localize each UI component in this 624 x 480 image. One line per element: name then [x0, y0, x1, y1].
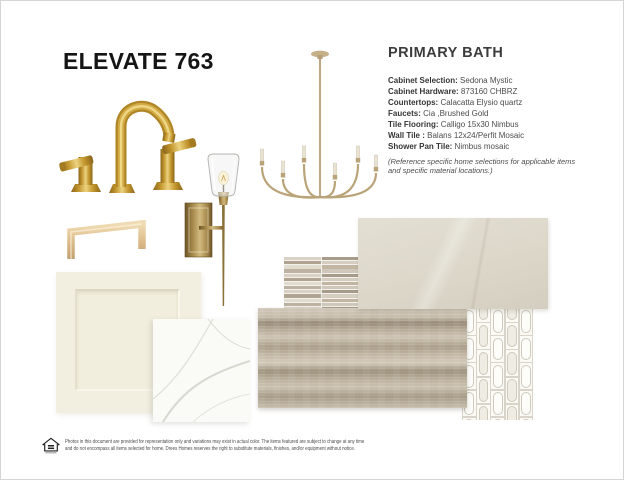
capsule-pill — [521, 338, 531, 361]
capsule-pill — [479, 325, 489, 348]
mosaic-strip — [284, 282, 321, 285]
disclaimer-text — [65, 439, 470, 453]
mosaic-strip — [284, 261, 321, 264]
sconce-photo — [179, 148, 251, 308]
page-title: ELEVATE 763 — [63, 48, 214, 74]
spec-row-tile-flooring: Tile Flooring: Calligo 15x30 Nimbus — [388, 120, 519, 129]
spec-row-cabinet-selection: Cabinet Selection: Sedona Mystic — [388, 76, 513, 85]
capsule-mosaic-cell — [519, 362, 533, 390]
capsule-pill — [521, 310, 531, 333]
room-title: PRIMARY BATH — [388, 45, 504, 61]
spec-row-countertops: Countertops: Calacatta Elysio quartz — [388, 98, 523, 107]
capsule-mosaic-cell — [505, 349, 520, 377]
faucet-left-handle — [59, 155, 101, 192]
capsule-pill — [507, 308, 517, 320]
capsule-mosaic-cell — [476, 349, 491, 377]
capsule-mosaic-cell — [490, 390, 505, 418]
capsule-pill — [479, 352, 489, 375]
capsule-mosaic-cell — [519, 390, 533, 418]
mosaic-strip — [322, 265, 359, 268]
strip-mosaic-column — [322, 257, 359, 311]
capsule-mosaic-cell — [476, 308, 491, 323]
capsule-mosaic-cell — [462, 417, 477, 420]
capsule-mosaic-cell — [476, 404, 491, 420]
capsule-pill — [479, 406, 489, 420]
sconce-arm — [199, 226, 224, 230]
nimbus-capsule-mosaic-sample — [462, 308, 533, 420]
mosaic-strip — [284, 257, 321, 260]
calligo-floor-tile-sample — [258, 308, 467, 408]
capsule-mosaic-cell — [490, 335, 505, 363]
spec-note: (Reference specific home selections for applicable items and specific material locations.) — [388, 157, 576, 175]
mosaic-strip — [322, 274, 359, 277]
capsule-pill — [521, 365, 531, 388]
capsule-mosaic-cell — [476, 377, 491, 405]
capsule-mosaic-cell — [505, 377, 520, 405]
chandelier-candles — [260, 146, 378, 180]
spec-row-faucets: Faucets: Cia ,Brushed Gold — [388, 109, 489, 118]
capsule-mosaic-column — [505, 308, 519, 420]
mosaic-strip — [322, 286, 359, 289]
strip-mosaic-column — [284, 257, 321, 311]
capsule-pill — [493, 338, 503, 361]
mosaic-strip — [284, 294, 321, 297]
capsule-pill — [507, 352, 517, 375]
mosaic-strip — [322, 294, 359, 297]
spec-row-shower-pan-tile: Shower Pan Tile: Nimbus mosaic — [388, 142, 510, 151]
capsule-mosaic-cell — [519, 417, 533, 420]
mosaic-strip — [322, 269, 359, 272]
mosaic-strip — [322, 261, 359, 264]
capsule-pill — [493, 419, 503, 420]
capsule-mosaic-cell — [519, 308, 533, 336]
capsule-pill — [507, 406, 517, 420]
spec-row-cabinet-hardware: Cabinet Hardware: 873160 CHBRZ — [388, 87, 518, 96]
mosaic-strip — [284, 286, 321, 289]
capsule-mosaic-cell — [490, 308, 505, 336]
capsule-pill — [493, 365, 503, 388]
capsule-pill — [521, 392, 531, 415]
perfit-strip-mosaic-sample — [284, 257, 359, 311]
sconce-stem — [222, 200, 225, 306]
spec-list — [388, 75, 586, 152]
balans-wall-tile-sample — [358, 218, 548, 309]
capsule-pill — [521, 419, 531, 420]
pull-bar — [71, 224, 142, 259]
capsule-mosaic-cell — [505, 308, 520, 323]
capsule-pill — [479, 308, 489, 320]
mosaic-strip — [322, 278, 359, 281]
capsule-mosaic-column — [490, 308, 504, 420]
capsule-pill — [493, 392, 503, 415]
spec-row-wall-tile: Wall Tile : Balans 12x24/Perfit Mosaic — [388, 131, 525, 140]
mosaic-strip — [322, 282, 359, 285]
chandelier-photo — [254, 47, 388, 211]
mosaic-strip — [284, 269, 321, 272]
quartz-countertop-sample — [153, 319, 250, 422]
mosaic-strip — [284, 299, 321, 302]
capsule-mosaic-cell — [519, 335, 533, 363]
mosaic-strip — [322, 299, 359, 302]
capsule-pill — [464, 419, 474, 420]
capsule-pill — [507, 379, 517, 402]
quartz-veining — [153, 319, 250, 422]
capsule-mosaic-cell — [505, 322, 520, 350]
capsule-mosaic-cell — [476, 322, 491, 350]
mosaic-strip — [322, 303, 359, 306]
equal-housing-icon — [42, 437, 60, 455]
cabinet-pull-photo — [61, 211, 161, 269]
capsule-mosaic-cell — [490, 417, 505, 420]
capsule-pill — [507, 325, 517, 348]
capsule-mosaic-column — [476, 308, 490, 420]
capsule-mosaic-cell — [505, 404, 520, 420]
mosaic-strip — [284, 274, 321, 277]
chandelier-arms — [262, 164, 376, 198]
chandelier-downrod — [319, 58, 321, 198]
disclaimer-line-1: Photos in this document are provided for representation only and variations may exist in actual color. The items featured are subject to change at any time — [65, 439, 365, 445]
capsule-pill — [479, 379, 489, 402]
capsule-pill — [493, 310, 503, 333]
mosaic-strip — [284, 290, 321, 293]
mosaic-strip — [284, 278, 321, 281]
spec-panel — [388, 45, 586, 175]
mosaic-strip — [284, 265, 321, 268]
mosaic-strip — [284, 303, 321, 306]
mosaic-strip — [322, 290, 359, 293]
disclaimer-line-2: and do not encompass all items selected for home. Drees Homes reserves the right to substitute materials, finishes, and/or equipment without notice. — [65, 445, 356, 452]
capsule-mosaic-cell — [490, 362, 505, 390]
mosaic-strip — [322, 257, 359, 260]
capsule-mosaic-column — [519, 308, 533, 420]
